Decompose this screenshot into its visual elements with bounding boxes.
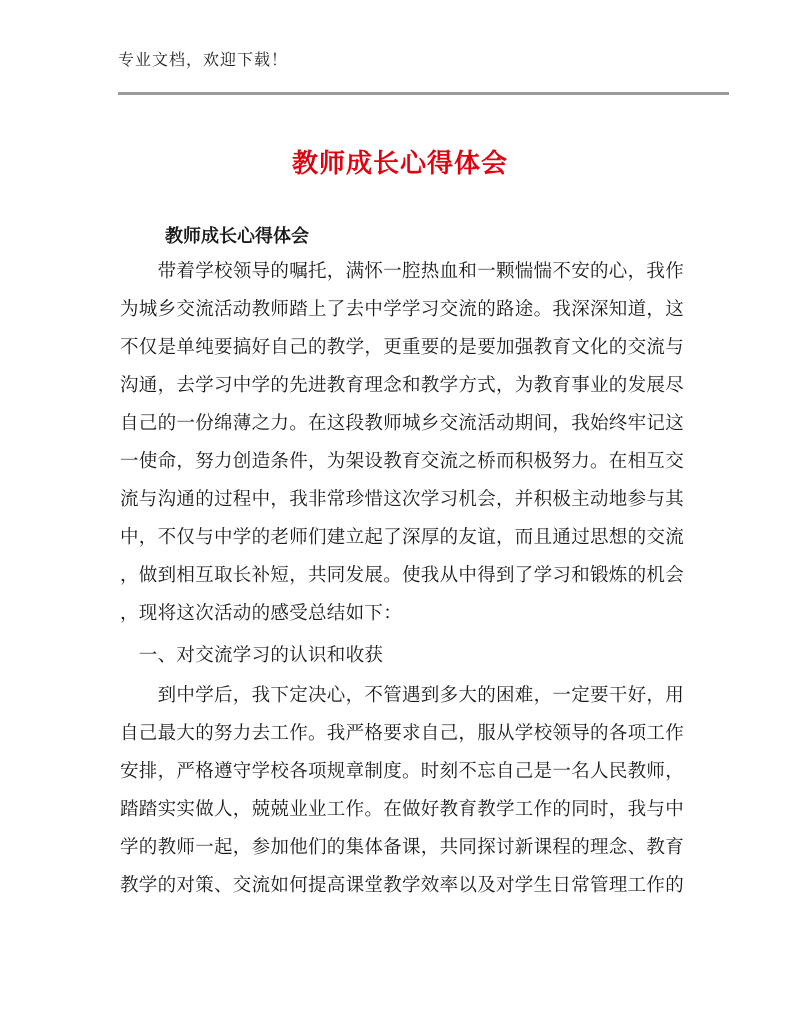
body-line: 沟通，去学习中学的先进教育理念和教学方式，为教育事业的发展尽	[120, 375, 685, 396]
body-line: 安排，严格遵守学校各项规章制度。时刻不忘自己是一名人民教师，	[120, 761, 685, 782]
body-line: 自己的一份绵薄之力。在这段教师城乡交流活动期间，我始终牢记这	[120, 413, 685, 434]
document-subtitle: 教师成长心得体会	[165, 226, 309, 247]
body-line: 为城乡交流活动教师踏上了去中学学习交流的路途。我深深知道，这	[120, 299, 685, 320]
document-title: 教师成长心得体会	[291, 149, 508, 179]
body-line: 中，不仅与中学的老师们建立起了深厚的友谊，而且通过思想的交流	[120, 527, 685, 548]
header-divider	[118, 92, 729, 95]
body-line: 自己最大的努力去工作。我严格要求自己，服从学校领导的各项工作	[120, 723, 685, 744]
body-line: 不仅是单纯要搞好自己的教学，更重要的是要加强教育文化的交流与	[120, 337, 685, 358]
body-line: 到中学后，我下定决心，不管遇到多大的困难，一定要干好，用	[120, 685, 685, 706]
page-header-text: 专业文档，欢迎下载！	[118, 50, 289, 69]
body-line: 带着学校领导的嘱托，满怀一腔热血和一颗惴惴不安的心，我作	[120, 261, 685, 282]
body-line: 踏踏实实做人，兢兢业业工作。在做好教育教学工作的同时，我与中	[120, 799, 685, 820]
body-line: ，现将这次活动的感受总结如下：	[120, 603, 403, 624]
section-heading: 一、对交流学习的认识和收获	[120, 645, 384, 666]
body-line: 教学的对策、交流如何提高课堂教学效率以及对学生日常管理工作的	[120, 875, 685, 896]
body-line: 流与沟通的过程中，我非常珍惜这次学习机会，并积极主动地参与其	[120, 489, 685, 510]
body-line: 学的教师一起，参加他们的集体备课，共同探讨新课程的理念、教育	[120, 837, 685, 858]
body-line: 一使命，努力创造条件，为架设教育交流之桥而积极努力。在相互交	[120, 451, 685, 472]
body-line: ，做到相互取长补短，共同发展。使我从中得到了学习和锻炼的机会	[120, 565, 685, 586]
